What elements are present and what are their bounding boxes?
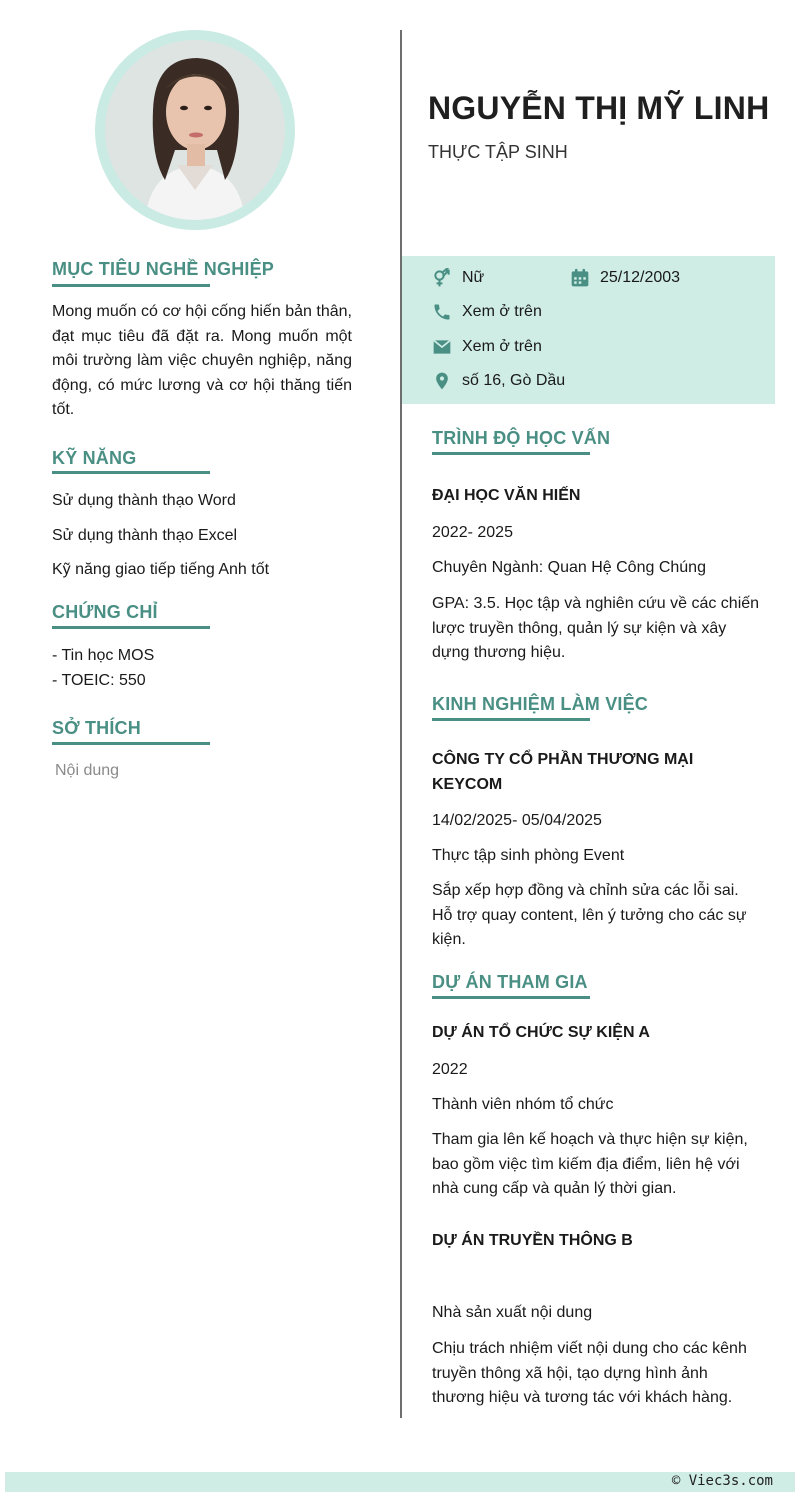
avatar	[105, 40, 285, 220]
skill-item: Sử dụng thành thạo Word	[52, 492, 236, 509]
project-description: Tham gia lên kế hoạch và thực hiện sự kiện, bao gồm việc tìm kiếm địa điểm, liên hệ với nhà cung cấp và quản lý thời gian.	[432, 1131, 748, 1198]
certificates-underline	[52, 626, 210, 629]
phone-value: Xem ở trên	[462, 303, 542, 320]
experience-underline	[432, 718, 590, 721]
education-underline	[432, 452, 590, 455]
calendar-icon	[570, 268, 590, 288]
phone-row	[432, 302, 542, 322]
education-description: GPA: 3.5. Học tập và nghiên cứu về các chiến lược truyền thông, quản lý sự kiện và xây dựng thương hiệu.	[432, 595, 760, 662]
address-value: số 16, Gò Dầu	[462, 372, 566, 389]
footer-bar	[5, 1472, 795, 1492]
address-row	[432, 371, 565, 391]
experience-heading: KINH NGHIỆM LÀM VIỆC	[432, 694, 649, 714]
certificate-item: - Tin học MOS	[52, 647, 155, 664]
footer-credit: © Viec3s.com	[671, 1473, 773, 1489]
phone-icon	[432, 302, 452, 322]
hobbies-underline	[52, 742, 210, 745]
school-name: ĐẠI HỌC VĂN HIẾN	[432, 487, 581, 504]
birthday-value: 25/12/2003	[600, 269, 681, 286]
objective-heading: MỤC TIÊU NGHỀ NGHIỆP	[52, 259, 275, 279]
objective-text: Mong muốn có cơ hội cống hiến bản thân, đạt mục tiêu đã đặt ra. Mong muốn một môi trường làm việc chuyên nghiệp, năng động, có mức lương và cơ hội thăng tiến tốt.	[52, 303, 352, 419]
portrait-illustration	[105, 40, 285, 220]
projects-heading: DỰ ÁN THAM GIA	[432, 972, 588, 992]
location-icon	[432, 371, 452, 391]
company-name: CÔNG TY CỔ PHẦN THƯƠNG MẠI KEYCOM	[432, 751, 694, 793]
project-description: Chịu trách nhiệm viết nội dung cho các kênh truyền thông xã hội, tạo dựng hình ảnh thương hiệu và tương tác với khách hàng.	[432, 1340, 747, 1407]
project-name: DỰ ÁN TRUYỀN THÔNG B	[432, 1232, 633, 1249]
certificate-item: - TOEIC: 550	[52, 672, 146, 689]
project-year: 2022	[432, 1061, 468, 1078]
profile-photo	[95, 30, 295, 230]
education-heading: TRÌNH ĐỘ HỌC VẤN	[432, 428, 611, 448]
gender-icon	[432, 268, 452, 288]
projects-underline	[432, 996, 590, 999]
project-role: Nhà sản xuất nội dung	[432, 1304, 593, 1321]
experience-position: Thực tập sinh phòng Event	[432, 847, 625, 864]
column-divider	[400, 30, 402, 1418]
objective-underline	[52, 284, 210, 287]
birthday-row	[570, 268, 680, 288]
hobbies-placeholder: Nội dung	[55, 762, 120, 779]
experience-description: Sắp xếp hợp đồng và chỉnh sửa các lỗi sai. Hỗ trợ quay content, lên ý tưởng cho các sự kiện.	[432, 882, 747, 949]
project-role: Thành viên nhóm tổ chức	[432, 1096, 614, 1113]
skills-underline	[52, 471, 210, 474]
project-name: DỰ ÁN TỔ CHỨC SỰ KIỆN A	[432, 1024, 650, 1041]
skills-heading: KỸ NĂNG	[52, 448, 137, 468]
hobbies-heading: SỞ THÍCH	[52, 718, 141, 738]
education-period: 2022- 2025	[432, 524, 513, 541]
education-major: Chuyên Ngành: Quan Hệ Công Chúng	[432, 559, 706, 576]
gender-value: Nữ	[462, 269, 485, 286]
gender-row	[432, 268, 484, 288]
full-name: NGUYỄN THỊ MỸ LINH	[428, 90, 770, 126]
skill-item: Kỹ năng giao tiếp tiếng Anh tốt	[52, 561, 270, 578]
skill-item: Sử dụng thành thạo Excel	[52, 527, 238, 544]
certificates-heading: CHỨNG CHỈ	[52, 602, 158, 622]
email-icon	[432, 337, 452, 357]
email-row	[432, 337, 542, 357]
job-title: THỰC TẬP SINH	[428, 142, 568, 162]
experience-period: 14/02/2025- 05/04/2025	[432, 812, 602, 829]
email-value: Xem ở trên	[462, 338, 542, 355]
